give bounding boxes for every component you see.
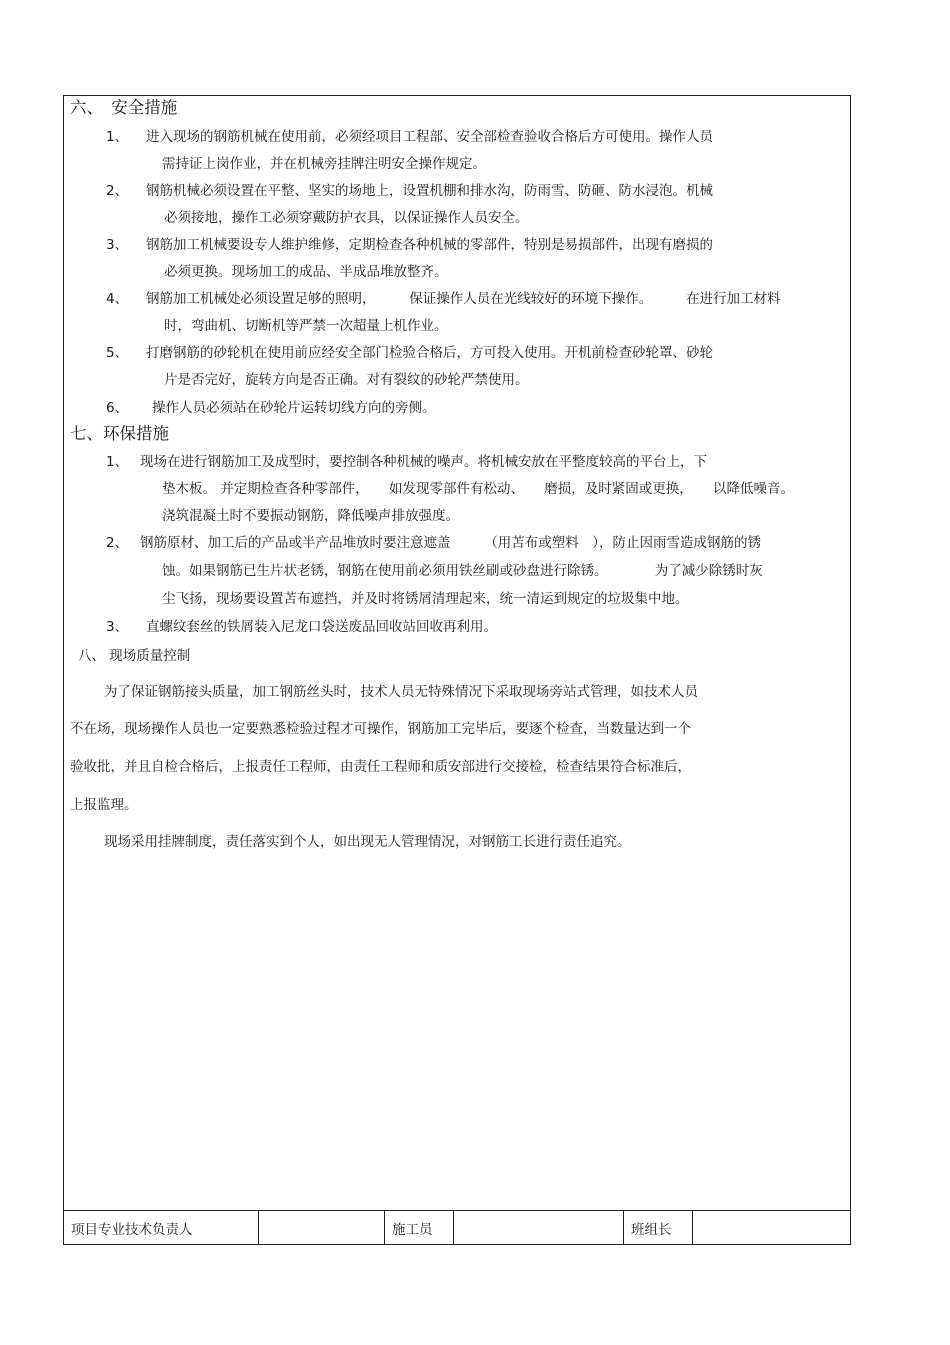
s6-item-2-line-1: 钢筋机械必须设置在平整、坚实的场地上，设置机棚和排水沟，防雨雪、防砸、防水浸泡。机械 [146, 183, 713, 199]
s6-item-1-line-2: 需持证上岗作业，并在机械旁挂牌注明安全操作规定。 [162, 156, 486, 172]
s6-item-5-line-2: 片是否完好，旋转方向是否正确。对有裂纹的砂轮严禁使用。 [164, 372, 529, 388]
s6-item-3-line-1: 钢筋加工机械要设专人维护维修，定期检查各种机械的零部件，特别是易损部件，出现有磨损的 [146, 237, 713, 253]
team-lead-label: 班组长 [624, 1211, 693, 1244]
s6-item-3-number: 3、 [106, 237, 129, 253]
s6-item-3-line-2: 必须更换。现场加工的成品、半成品堆放整齐。 [164, 264, 448, 280]
s8-para-1-line-4: 上报监理。 [70, 797, 138, 813]
s8-para-1-line-3: 验收批，并且自检合格后，上报责任工程师，由责任工程师和质安部进行交接检，检查结果符合标准后， [70, 759, 691, 775]
s6-item-2-line-2: 必须接地，操作工必须穿戴防护衣具，以保证操作人员安全。 [164, 210, 529, 226]
s6-item-6-line-1: 操作人员必须站在砂轮片运转切线方向的旁侧。 [152, 400, 436, 416]
s6-item-5-number: 5、 [106, 345, 129, 361]
tech-lead-signature-field[interactable] [259, 1211, 385, 1244]
s6-item-4-line-2: 时，弯曲机、切断机等严禁一次超量上机作业。 [164, 318, 448, 334]
signature-row [64, 1210, 850, 1244]
s7-item-2-number: 2、 [106, 535, 129, 551]
section-8-title: 八、 现场质量控制 [78, 648, 191, 664]
s6-item-1-number: 1、 [106, 129, 129, 145]
s7-item-1-line-1: 现场在进行钢筋加工及成型时，要控制各种机械的噪声。将机械安放在平整度较高的平台上，下 [140, 454, 707, 470]
s7-item-2-line-3: 尘飞扬，现场要设置苫布遮挡，并及时将锈屑清理起来，统一清运到规定的垃圾集中地。 [162, 591, 689, 607]
document-body [64, 96, 850, 1213]
s8-para-2: 现场采用挂牌制度，责任落实到个人，如出现无人管理情况，对钢筋工长进行责任追究。 [104, 834, 631, 850]
s8-para-1-line-1: 为了保证钢筋接头质量，加工钢筋丝头时，技术人员无特殊情况下采取现场旁站式管理，如技术人员 [104, 684, 698, 700]
s6-item-1-line-1: 进入现场的钢筋机械在使用前，必须经项目工程部、安全部检查验收合格后方可使用。操作人员 [146, 129, 713, 145]
s7-item-1-line-3: 浇筑混凝土时不要振动钢筋，降低噪声排放强度。 [162, 508, 459, 524]
team-lead-signature-field[interactable] [693, 1211, 850, 1244]
document-frame [63, 95, 851, 1245]
s7-item-2-line-1: 钢筋原材、加工后的产品或半产品堆放时要注意遮盖 （用苫布或塑料 ），防止因雨雪造成钢筋的锈 [140, 535, 761, 551]
builder-signature-field[interactable] [454, 1211, 624, 1244]
s7-item-1-line-2: 垫木板。 并定期检查各种零部件， 如发现零部件有松动、 磨损，及时紧固或更换， 以降低噪音。 [162, 481, 795, 497]
s6-item-6-number: 6、 [106, 400, 129, 416]
builder-label: 施工员 [385, 1211, 454, 1244]
s7-item-3-number: 3、 [106, 619, 129, 635]
s6-item-4-line-1: 钢筋加工机械处必须设置足够的照明， 保证操作人员在光线较好的环境下操作。 在进行加工材料 [146, 291, 781, 307]
s7-item-2-line-2: 蚀。如果钢筋已生片状老锈，钢筋在使用前必须用铁丝刷或砂盘进行除锈。 为了减少除锈时灰 [162, 563, 763, 579]
section-6-title: 六、 安全措施 [70, 98, 178, 117]
s6-item-5-line-1: 打磨钢筋的砂轮机在使用前应经安全部门检验合格后，方可投入使用。开机前检查砂轮罩、砂轮 [146, 345, 713, 361]
s7-item-3-line-1: 直螺纹套丝的铁屑装入尼龙口袋送废品回收站回收再利用。 [146, 619, 497, 635]
section-7-title: 七、环保措施 [70, 424, 169, 443]
s6-item-2-number: 2、 [106, 183, 129, 199]
s6-item-4-number: 4、 [106, 291, 129, 307]
s8-para-1-line-2: 不在场，现场操作人员也一定要熟悉检验过程才可操作，钢筋加工完毕后，要逐个检查，当数量达到一个 [70, 721, 691, 737]
s7-item-1-number: 1、 [106, 454, 129, 470]
tech-lead-label: 项目专业技术负责人 [64, 1211, 259, 1244]
